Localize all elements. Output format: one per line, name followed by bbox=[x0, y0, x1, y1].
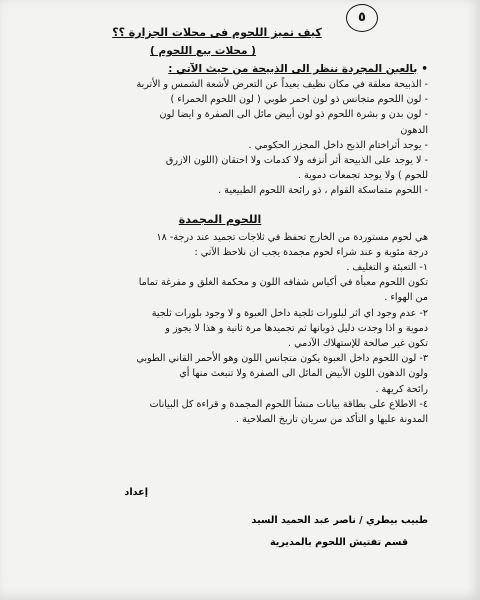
list-item: درجة مئوية و عند شراء لحوم مجمدة يجب ان نلاحظ الآتي : bbox=[194, 246, 428, 258]
document-body bbox=[18, 14, 428, 427]
lead-text: بالعين المجردة ننظر الى الذبيحة من حيث الآتي : bbox=[168, 63, 418, 75]
department-name: قسم تفتيش اللحوم بالمديرية bbox=[269, 537, 408, 548]
list-item: ٣- لون اللحوم داخل العبوة يكون متجانس اللون وهو الأحمر القاني الطوبي bbox=[136, 353, 428, 365]
list-item: الدهون bbox=[400, 124, 428, 136]
list-item: ٤- الاطلاع على بطاقة بيانات منشأ اللحوم المجمدة و قراءة كل البيانات bbox=[149, 398, 428, 410]
section2-title: اللحوم المجمدة bbox=[178, 212, 262, 226]
list-item: من الهواء . bbox=[384, 292, 428, 304]
document-footer bbox=[124, 486, 428, 550]
section-lead bbox=[18, 63, 428, 75]
author-names: طبيب بيطري / ناصر عبد الحميد السيد bbox=[251, 515, 428, 526]
prepared-by-label: إعداد bbox=[124, 487, 148, 498]
list-item: - لا يوجد على الذبيحة أثر أنزفه ولا كدمات ولا احتقان (اللون الازرق bbox=[165, 155, 428, 167]
bullet-icon: • bbox=[421, 63, 428, 75]
list-item: - يوجد أثراختام الذبح داخل المجزر الحكومي . bbox=[248, 139, 428, 151]
list-item: المدونة عليها و التأكد من سريان تاريخ الصلاحية . bbox=[236, 414, 428, 426]
list-item: - لون اللحوم متجانس ذو لون احمر طوبي ( لون اللحوم الحمراء ) bbox=[170, 94, 428, 106]
list-item: ولون الدهون اللون الأبيض المائل الى الصفرة ولا تنبعث منها أي bbox=[179, 368, 428, 380]
list-item: - الذبيحة معلقة في مكان نظيف بعيداً عن التعرض لأشعة الشمس و الأتربة bbox=[136, 79, 428, 90]
list-item: ١- التعبئة و التغليف . bbox=[346, 262, 428, 274]
list-item: ٢- عدم وجود اي اثر لبلورات ثلجية داخل العبوة و لا وجود بلورات ثلجية bbox=[151, 307, 428, 319]
page-title: كيف تميز اللحوم فى محلات الجزارة ؟؟ bbox=[112, 26, 322, 39]
list-item: - اللحوم متماسكة القوام ، ذو رائحة اللحوم الطبيعية . bbox=[218, 185, 428, 197]
list-item: هي لحوم مستوردة من الخارج تحفظ في ثلاجات تجميد عند درجة- ١٨ bbox=[156, 231, 428, 243]
list-item: تكون غير صالحة للإستهلاك الآدمي . bbox=[288, 338, 428, 350]
page-number: ٥ bbox=[346, 4, 378, 32]
section2-list bbox=[18, 230, 428, 428]
list-item: - لون بدن و بشرة اللحوم ذو لون أبيض مائل الى الصفرة و ايضا لون bbox=[159, 109, 428, 121]
list-item: تكون اللحوم معبأة في أكياس شفافه اللون و محكمة الغلق و مفرغة تماما bbox=[138, 277, 428, 289]
list-item: للحوم ) ولا يوجد تجمعات دموية . bbox=[297, 170, 428, 182]
section1-list bbox=[18, 77, 428, 199]
page-subtitle: ( محلات بيع اللحوم ) bbox=[150, 45, 256, 57]
list-item: رائحة كريهة . bbox=[375, 383, 428, 395]
list-item: دموية و اذا وجدت دليل ذوبانها ثم تجميدها مرة ثانية و هذا لا يجوز و bbox=[165, 322, 428, 334]
